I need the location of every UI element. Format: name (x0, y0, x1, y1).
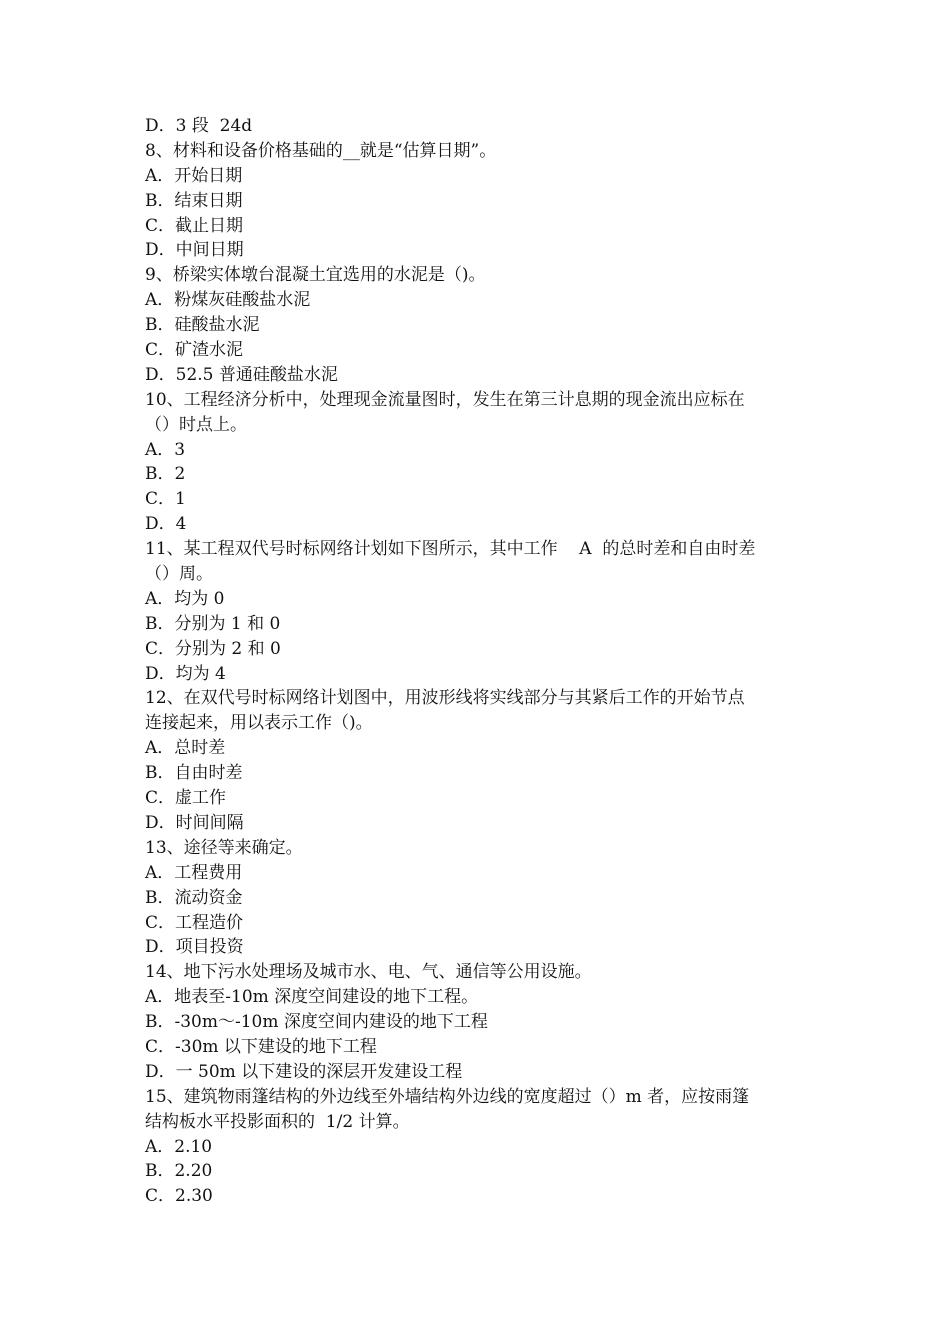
text-line: （）周。 (145, 564, 213, 585)
text-line: A．2.10 (145, 1136, 213, 1157)
text-line: 9、桥梁实体墩台混凝土宜选用的水泥是（)。 (145, 265, 486, 286)
text-line: B．2.20 (145, 1161, 213, 1182)
text-line: A．均为 0 (145, 588, 225, 609)
text-line: C．工程造价 (145, 912, 244, 933)
text-line: 连接起来，用以表示工作（)。 (145, 713, 373, 734)
text-line: 结构板水平投影面积的 1/2 计算。 (145, 1111, 410, 1132)
text-line: 10、工程经济分析中，处理现金流量图时，发生在第三计息期的现金流出应标在 (145, 389, 745, 410)
text-line: C．2.30 (145, 1186, 213, 1207)
text-line: A．粉煤灰硅酸盐水泥 (145, 290, 311, 311)
text-line: A．工程费用 (145, 862, 243, 883)
text-line: A．3 (145, 439, 186, 460)
text-line: 8、材料和设备价格基础的__就是“估算日期”。 (145, 140, 497, 161)
text-line: B．自由时差 (145, 763, 243, 784)
document-body (145, 114, 825, 1209)
text-line: A．地表至-10m 深度空间建设的地下工程。 (145, 987, 479, 1008)
text-line: B．分别为 1 和 0 (145, 613, 281, 634)
text-line: 14、地下污水处理场及城市水、电、气、通信等公用设施。 (145, 962, 592, 983)
text-line: D．4 (145, 514, 187, 535)
text-line: 12、在双代号时标网络计划图中，用波形线将实线部分与其紧后工作的开始节点 (145, 688, 745, 709)
text-line: C．分别为 2 和 0 (145, 638, 281, 659)
text-line: D．项目投资 (145, 937, 244, 958)
text-line: A．总时差 (145, 738, 226, 759)
text-line: C．截止日期 (145, 215, 244, 236)
text-line: 13、途径等来确定。 (145, 837, 303, 858)
text-line: B．2 (145, 464, 186, 485)
text-line: B．流动资金 (145, 887, 243, 908)
text-line: 11、某工程双代号时标网络计划如下图所示，其中工作 A 的总时差和自由时差 (145, 539, 756, 560)
text-line: B．结束日期 (145, 190, 243, 211)
text-line: C．虚工作 (145, 788, 227, 809)
text-line: A．开始日期 (145, 165, 243, 186)
text-line: C．矿渣水泥 (145, 340, 244, 361)
text-line: D．3 段 24d (145, 116, 253, 136)
text-line: C．-30m 以下建设的地下工程 (145, 1036, 377, 1057)
text-line: D．52.5 普通硅酸盐水泥 (145, 364, 338, 385)
text-line: 15、建筑物雨篷结构的外边线至外墙结构外边线的宽度超过（）m 者，应按雨篷 (145, 1086, 750, 1107)
text-line: D．中间日期 (145, 240, 244, 261)
text-line: D．时间间隔 (145, 812, 244, 833)
text-line: C．1 (145, 489, 186, 510)
text-line: （）时点上。 (145, 414, 247, 435)
text-line: D．均为 4 (145, 663, 226, 684)
text-line: B．硅酸盐水泥 (145, 315, 260, 336)
text-line: D．一 50m 以下建设的深层开发建设工程 (145, 1061, 463, 1082)
text-line: B．-30m～-10m 深度空间内建设的地下工程 (145, 1012, 488, 1033)
